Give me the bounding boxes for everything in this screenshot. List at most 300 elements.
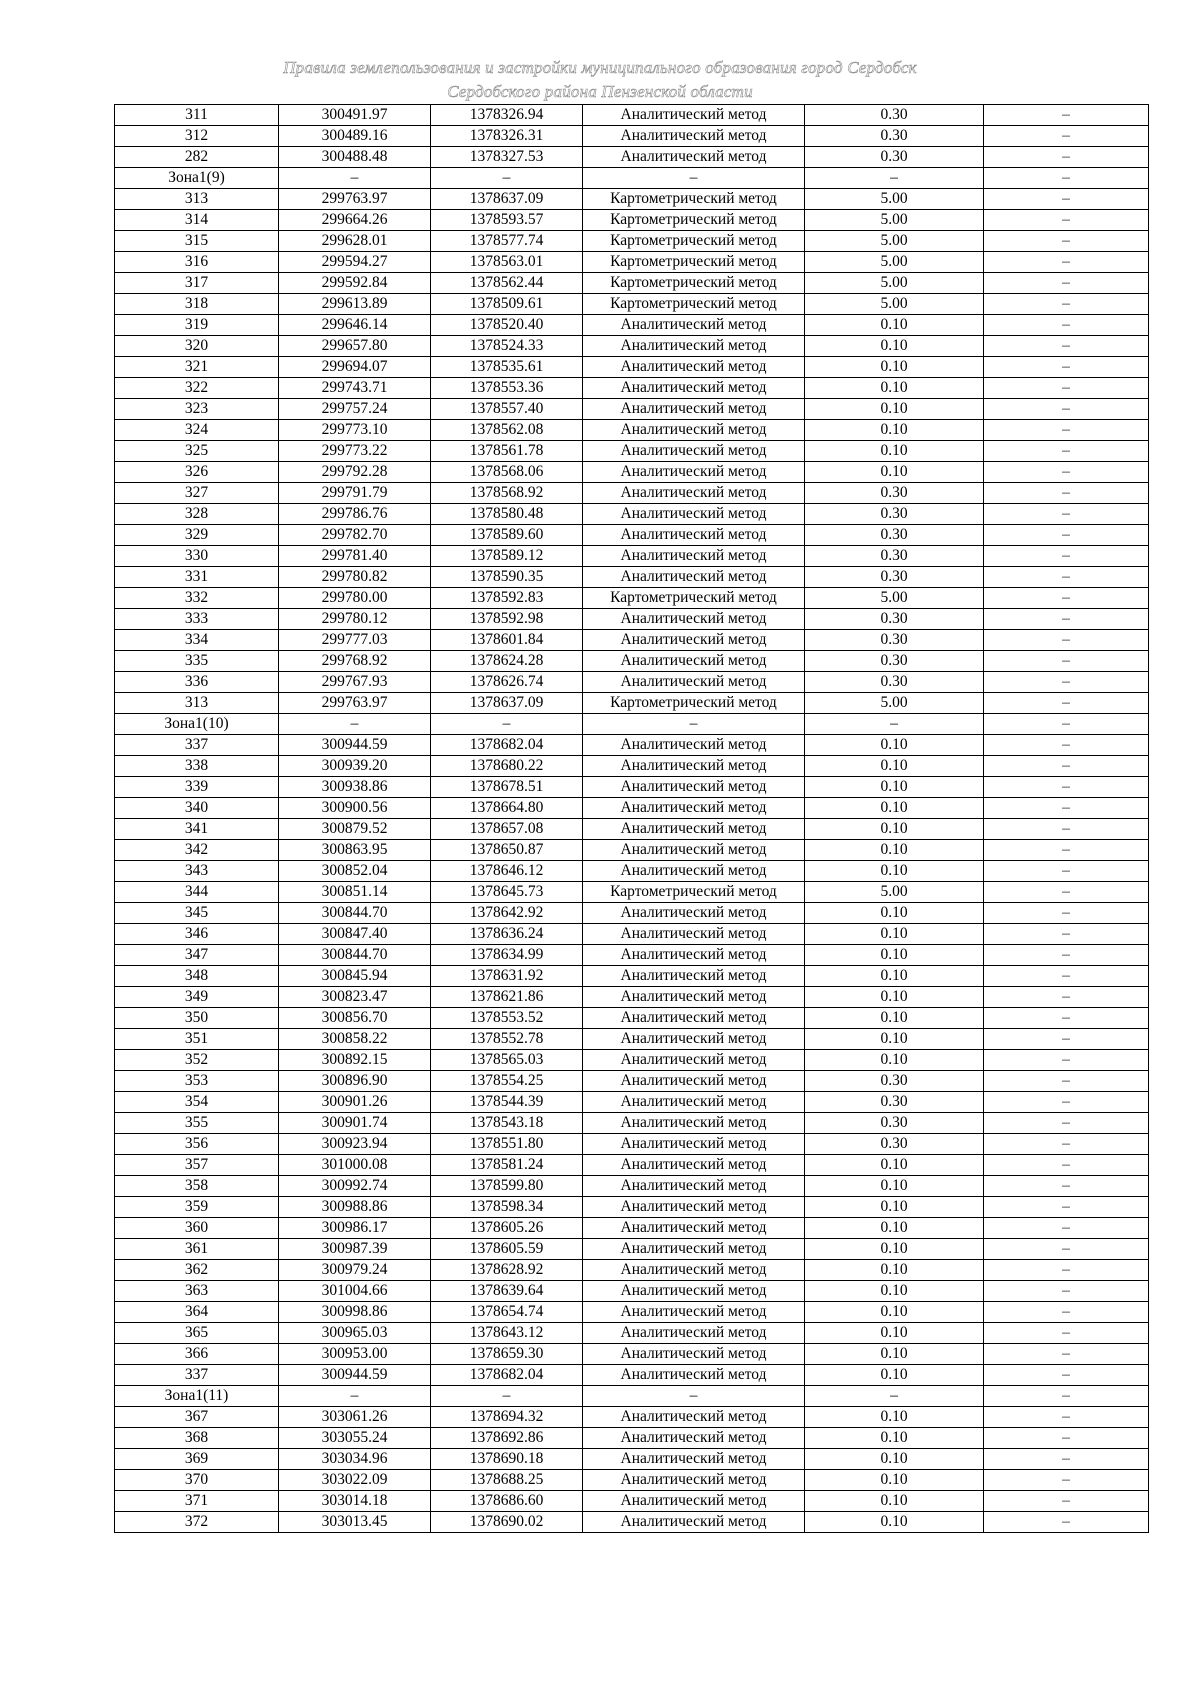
y-coordinate-cell: – <box>431 168 583 189</box>
x-coordinate-cell: 300856.70 <box>279 1008 431 1029</box>
accuracy-cell: 0.10 <box>805 420 984 441</box>
page-header <box>0 56 1200 104</box>
y-coordinate-cell: 1378326.94 <box>431 105 583 126</box>
x-coordinate-cell: 299773.22 <box>279 441 431 462</box>
table-row <box>115 1344 1149 1365</box>
point-number-cell: 356 <box>115 1134 279 1155</box>
accuracy-cell: 0.10 <box>805 756 984 777</box>
method-cell: Аналитический метод <box>583 903 805 924</box>
table-row <box>115 1113 1149 1134</box>
table-row <box>115 1470 1149 1491</box>
x-coordinate-cell: 300901.74 <box>279 1113 431 1134</box>
point-number-cell: 347 <box>115 945 279 966</box>
method-cell: Аналитический метод <box>583 1071 805 1092</box>
table-row <box>115 357 1149 378</box>
method-cell: Аналитический метод <box>583 819 805 840</box>
accuracy-cell: 0.10 <box>805 315 984 336</box>
description-cell: – <box>984 273 1149 294</box>
x-coordinate-cell: 300944.59 <box>279 1365 431 1386</box>
point-number-cell: 371 <box>115 1491 279 1512</box>
method-cell: Аналитический метод <box>583 1239 805 1260</box>
accuracy-cell: 0.10 <box>805 1470 984 1491</box>
x-coordinate-cell: 299780.12 <box>279 609 431 630</box>
point-number-cell: 313 <box>115 189 279 210</box>
page-header-line-2: Сердобского района Пензенской области <box>447 82 753 101</box>
accuracy-cell: 0.30 <box>805 546 984 567</box>
y-coordinate-cell: 1378688.25 <box>431 1470 583 1491</box>
y-coordinate-cell: 1378524.33 <box>431 336 583 357</box>
accuracy-cell: 5.00 <box>805 882 984 903</box>
x-coordinate-cell: 303061.26 <box>279 1407 431 1428</box>
x-coordinate-cell: 299694.07 <box>279 357 431 378</box>
accuracy-cell: 5.00 <box>805 273 984 294</box>
description-cell: – <box>984 462 1149 483</box>
method-cell: Аналитический метод <box>583 966 805 987</box>
table-row <box>115 1260 1149 1281</box>
x-coordinate-cell: 301000.08 <box>279 1155 431 1176</box>
y-coordinate-cell: 1378552.78 <box>431 1029 583 1050</box>
table-row <box>115 1491 1149 1512</box>
y-coordinate-cell: 1378628.92 <box>431 1260 583 1281</box>
y-coordinate-cell: 1378561.78 <box>431 441 583 462</box>
table-row <box>115 1092 1149 1113</box>
accuracy-cell: 0.10 <box>805 1029 984 1050</box>
description-cell: – <box>984 504 1149 525</box>
description-cell: – <box>984 441 1149 462</box>
description-cell: – <box>984 903 1149 924</box>
method-cell: Аналитический метод <box>583 1470 805 1491</box>
x-coordinate-cell: 300987.39 <box>279 1239 431 1260</box>
y-coordinate-cell: 1378626.74 <box>431 672 583 693</box>
description-cell: – <box>984 1344 1149 1365</box>
x-coordinate-cell: 300953.00 <box>279 1344 431 1365</box>
description-cell: – <box>984 210 1149 231</box>
accuracy-cell: 0.10 <box>805 1449 984 1470</box>
method-cell: Аналитический метод <box>583 1428 805 1449</box>
y-coordinate-cell: 1378326.31 <box>431 126 583 147</box>
description-cell: – <box>984 882 1149 903</box>
method-cell: Картометрический метод <box>583 294 805 315</box>
x-coordinate-cell: 300944.59 <box>279 735 431 756</box>
description-cell: – <box>984 1302 1149 1323</box>
x-coordinate-cell: 300988.86 <box>279 1197 431 1218</box>
description-cell: – <box>984 735 1149 756</box>
method-cell: Картометрический метод <box>583 588 805 609</box>
table-row <box>115 273 1149 294</box>
method-cell: Аналитический метод <box>583 525 805 546</box>
point-number-cell: 349 <box>115 987 279 1008</box>
description-cell: – <box>984 147 1149 168</box>
y-coordinate-cell: 1378568.06 <box>431 462 583 483</box>
y-coordinate-cell: 1378637.09 <box>431 189 583 210</box>
table-row <box>115 735 1149 756</box>
method-cell: Аналитический метод <box>583 1260 805 1281</box>
table-row <box>115 672 1149 693</box>
description-cell: – <box>984 1281 1149 1302</box>
point-number-cell: 343 <box>115 861 279 882</box>
x-coordinate-cell: 299781.40 <box>279 546 431 567</box>
method-cell: Аналитический метод <box>583 1008 805 1029</box>
table-row <box>115 441 1149 462</box>
accuracy-cell: 0.10 <box>805 840 984 861</box>
accuracy-cell: 0.10 <box>805 1428 984 1449</box>
point-number-cell: 357 <box>115 1155 279 1176</box>
point-number-cell: 367 <box>115 1407 279 1428</box>
y-coordinate-cell: 1378535.61 <box>431 357 583 378</box>
y-coordinate-cell: 1378568.92 <box>431 483 583 504</box>
accuracy-cell: 0.30 <box>805 1092 984 1113</box>
method-cell: Аналитический метод <box>583 105 805 126</box>
y-coordinate-cell: 1378642.92 <box>431 903 583 924</box>
y-coordinate-cell: 1378631.92 <box>431 966 583 987</box>
y-coordinate-cell: 1378636.24 <box>431 924 583 945</box>
table-row <box>115 903 1149 924</box>
y-coordinate-cell: 1378605.26 <box>431 1218 583 1239</box>
point-number-cell: 363 <box>115 1281 279 1302</box>
y-coordinate-cell: 1378543.18 <box>431 1113 583 1134</box>
table-row <box>115 315 1149 336</box>
point-number-cell: 344 <box>115 882 279 903</box>
description-cell: – <box>984 819 1149 840</box>
point-number-cell: 364 <box>115 1302 279 1323</box>
method-cell: Аналитический метод <box>583 1512 805 1533</box>
accuracy-cell: 0.10 <box>805 1344 984 1365</box>
accuracy-cell: 0.10 <box>805 1008 984 1029</box>
table-row <box>115 609 1149 630</box>
method-cell: Аналитический метод <box>583 630 805 651</box>
accuracy-cell: 0.10 <box>805 441 984 462</box>
page-header-line-1: Правила землепользования и застройки муниципального образования город Сердобск <box>283 58 917 77</box>
method-cell: Аналитический метод <box>583 336 805 357</box>
point-number-cell: 336 <box>115 672 279 693</box>
description-cell: – <box>984 1323 1149 1344</box>
accuracy-cell: 0.10 <box>805 777 984 798</box>
accuracy-cell: 0.10 <box>805 462 984 483</box>
point-number-cell: 325 <box>115 441 279 462</box>
method-cell: Аналитический метод <box>583 1407 805 1428</box>
table-row <box>115 630 1149 651</box>
y-coordinate-cell: 1378690.02 <box>431 1512 583 1533</box>
method-cell: Аналитический метод <box>583 1302 805 1323</box>
description-cell: – <box>984 1512 1149 1533</box>
accuracy-cell: 0.10 <box>805 1050 984 1071</box>
x-coordinate-cell: 303055.24 <box>279 1428 431 1449</box>
table-row <box>115 1239 1149 1260</box>
point-number-cell: 366 <box>115 1344 279 1365</box>
table-row <box>115 714 1149 735</box>
x-coordinate-cell: 300896.90 <box>279 1071 431 1092</box>
method-cell: Аналитический метод <box>583 735 805 756</box>
accuracy-cell: 0.30 <box>805 147 984 168</box>
description-cell: – <box>984 1197 1149 1218</box>
accuracy-cell: 0.10 <box>805 336 984 357</box>
method-cell: Аналитический метод <box>583 1218 805 1239</box>
accuracy-cell: 5.00 <box>805 294 984 315</box>
x-coordinate-cell: 300879.52 <box>279 819 431 840</box>
y-coordinate-cell: 1378562.08 <box>431 420 583 441</box>
description-cell: – <box>984 966 1149 987</box>
accuracy-cell: 0.30 <box>805 1134 984 1155</box>
table-row <box>115 1071 1149 1092</box>
method-cell: Аналитический метод <box>583 357 805 378</box>
point-number-cell: 333 <box>115 609 279 630</box>
x-coordinate-cell: 300923.94 <box>279 1134 431 1155</box>
point-number-cell: 360 <box>115 1218 279 1239</box>
method-cell: Аналитический метод <box>583 1449 805 1470</box>
description-cell: – <box>984 861 1149 882</box>
y-coordinate-cell: 1378646.12 <box>431 861 583 882</box>
point-number-cell: 319 <box>115 315 279 336</box>
accuracy-cell: 0.10 <box>805 1281 984 1302</box>
accuracy-cell: 0.10 <box>805 819 984 840</box>
point-number-cell: 345 <box>115 903 279 924</box>
method-cell: Аналитический метод <box>583 567 805 588</box>
y-coordinate-cell: 1378601.84 <box>431 630 583 651</box>
description-cell: – <box>984 483 1149 504</box>
accuracy-cell: 0.10 <box>805 1323 984 1344</box>
description-cell: – <box>984 1365 1149 1386</box>
accuracy-cell: – <box>805 168 984 189</box>
point-number-cell: 368 <box>115 1428 279 1449</box>
method-cell: Аналитический метод <box>583 777 805 798</box>
point-number-cell: 355 <box>115 1113 279 1134</box>
method-cell: Аналитический метод <box>583 798 805 819</box>
accuracy-cell: 0.10 <box>805 861 984 882</box>
point-number-cell: Зона1(9) <box>115 168 279 189</box>
x-coordinate-cell: 301004.66 <box>279 1281 431 1302</box>
method-cell: Картометрический метод <box>583 882 805 903</box>
accuracy-cell: 5.00 <box>805 231 984 252</box>
accuracy-cell: 0.30 <box>805 525 984 546</box>
y-coordinate-cell: 1378589.60 <box>431 525 583 546</box>
point-number-cell: 331 <box>115 567 279 588</box>
table-row <box>115 525 1149 546</box>
method-cell: Аналитический метод <box>583 1197 805 1218</box>
x-coordinate-cell: 299782.70 <box>279 525 431 546</box>
point-number-cell: 351 <box>115 1029 279 1050</box>
table-row <box>115 105 1149 126</box>
point-number-cell: 328 <box>115 504 279 525</box>
table-row <box>115 336 1149 357</box>
table-row <box>115 1386 1149 1407</box>
table-row <box>115 483 1149 504</box>
x-coordinate-cell: 300939.20 <box>279 756 431 777</box>
point-number-cell: 329 <box>115 525 279 546</box>
accuracy-cell: 0.10 <box>805 1260 984 1281</box>
x-coordinate-cell: 299592.84 <box>279 273 431 294</box>
table-row <box>115 588 1149 609</box>
coordinates-table <box>114 104 1149 1533</box>
point-number-cell: 316 <box>115 252 279 273</box>
method-cell: Аналитический метод <box>583 483 805 504</box>
method-cell: Аналитический метод <box>583 546 805 567</box>
accuracy-cell: – <box>805 714 984 735</box>
x-coordinate-cell: 300998.86 <box>279 1302 431 1323</box>
x-coordinate-cell: 300965.03 <box>279 1323 431 1344</box>
method-cell: Аналитический метод <box>583 861 805 882</box>
table-row <box>115 1197 1149 1218</box>
point-number-cell: 337 <box>115 735 279 756</box>
y-coordinate-cell: 1378589.12 <box>431 546 583 567</box>
table-row <box>115 1365 1149 1386</box>
y-coordinate-cell: 1378590.35 <box>431 567 583 588</box>
point-number-cell: 365 <box>115 1323 279 1344</box>
table-row <box>115 1134 1149 1155</box>
description-cell: – <box>984 189 1149 210</box>
x-coordinate-cell: 299757.24 <box>279 399 431 420</box>
y-coordinate-cell: 1378562.44 <box>431 273 583 294</box>
point-number-cell: 282 <box>115 147 279 168</box>
table-row <box>115 945 1149 966</box>
y-coordinate-cell: 1378634.99 <box>431 945 583 966</box>
table-row <box>115 1407 1149 1428</box>
point-number-cell: 326 <box>115 462 279 483</box>
x-coordinate-cell: 300488.48 <box>279 147 431 168</box>
description-cell: – <box>984 840 1149 861</box>
description-cell: – <box>984 294 1149 315</box>
method-cell: Аналитический метод <box>583 945 805 966</box>
point-number-cell: 348 <box>115 966 279 987</box>
y-coordinate-cell: 1378694.32 <box>431 1407 583 1428</box>
description-cell: – <box>984 609 1149 630</box>
description-cell: – <box>984 1155 1149 1176</box>
table-row <box>115 1449 1149 1470</box>
x-coordinate-cell: 300844.70 <box>279 945 431 966</box>
accuracy-cell: 0.10 <box>805 1155 984 1176</box>
table-row <box>115 1512 1149 1533</box>
accuracy-cell: 0.30 <box>805 483 984 504</box>
table-row <box>115 1176 1149 1197</box>
method-cell: Аналитический метод <box>583 1113 805 1134</box>
accuracy-cell: 0.10 <box>805 987 984 1008</box>
description-cell: – <box>984 672 1149 693</box>
x-coordinate-cell: 303014.18 <box>279 1491 431 1512</box>
point-number-cell: 354 <box>115 1092 279 1113</box>
x-coordinate-cell: 300489.16 <box>279 126 431 147</box>
accuracy-cell: 0.30 <box>805 1113 984 1134</box>
x-coordinate-cell: 299763.97 <box>279 189 431 210</box>
accuracy-cell: 5.00 <box>805 588 984 609</box>
method-cell: Аналитический метод <box>583 1176 805 1197</box>
x-coordinate-cell: 299777.03 <box>279 630 431 651</box>
table-row <box>115 966 1149 987</box>
table-row <box>115 1323 1149 1344</box>
y-coordinate-cell: 1378557.40 <box>431 399 583 420</box>
point-number-cell: 322 <box>115 378 279 399</box>
table-row <box>115 1050 1149 1071</box>
method-cell: Аналитический метод <box>583 1365 805 1386</box>
description-cell: – <box>984 1449 1149 1470</box>
point-number-cell: 361 <box>115 1239 279 1260</box>
table-row <box>115 798 1149 819</box>
point-number-cell: 339 <box>115 777 279 798</box>
description-cell: – <box>984 1386 1149 1407</box>
method-cell: Аналитический метод <box>583 378 805 399</box>
point-number-cell: 324 <box>115 420 279 441</box>
table-row <box>115 399 1149 420</box>
x-coordinate-cell: 303013.45 <box>279 1512 431 1533</box>
method-cell: Аналитический метод <box>583 1029 805 1050</box>
y-coordinate-cell: 1378581.24 <box>431 1155 583 1176</box>
accuracy-cell: 0.10 <box>805 378 984 399</box>
table-row <box>115 147 1149 168</box>
accuracy-cell: 5.00 <box>805 252 984 273</box>
table-row <box>115 924 1149 945</box>
method-cell: Аналитический метод <box>583 1491 805 1512</box>
point-number-cell: 313 <box>115 693 279 714</box>
description-cell: – <box>984 126 1149 147</box>
accuracy-cell: – <box>805 1386 984 1407</box>
x-coordinate-cell: 299743.71 <box>279 378 431 399</box>
y-coordinate-cell: 1378580.48 <box>431 504 583 525</box>
x-coordinate-cell: 299646.14 <box>279 315 431 336</box>
x-coordinate-cell: 299767.93 <box>279 672 431 693</box>
table-row <box>115 1302 1149 1323</box>
accuracy-cell: 0.10 <box>805 399 984 420</box>
description-cell: – <box>984 1491 1149 1512</box>
accuracy-cell: 0.10 <box>805 1239 984 1260</box>
description-cell: – <box>984 1428 1149 1449</box>
y-coordinate-cell: 1378565.03 <box>431 1050 583 1071</box>
x-coordinate-cell: 300858.22 <box>279 1029 431 1050</box>
point-number-cell: 370 <box>115 1470 279 1491</box>
table-row <box>115 168 1149 189</box>
x-coordinate-cell: 299613.89 <box>279 294 431 315</box>
table-row <box>115 1008 1149 1029</box>
x-coordinate-cell: 299763.97 <box>279 693 431 714</box>
y-coordinate-cell: 1378664.80 <box>431 798 583 819</box>
method-cell: Картометрический метод <box>583 273 805 294</box>
description-cell: – <box>984 924 1149 945</box>
y-coordinate-cell: 1378577.74 <box>431 231 583 252</box>
y-coordinate-cell: 1378599.80 <box>431 1176 583 1197</box>
x-coordinate-cell: 299792.28 <box>279 462 431 483</box>
accuracy-cell: 0.10 <box>805 1176 984 1197</box>
description-cell: – <box>984 1134 1149 1155</box>
description-cell: – <box>984 651 1149 672</box>
method-cell: Аналитический метод <box>583 1281 805 1302</box>
point-number-cell: 317 <box>115 273 279 294</box>
method-cell: Аналитический метод <box>583 420 805 441</box>
method-cell: Аналитический метод <box>583 1092 805 1113</box>
x-coordinate-cell: 303022.09 <box>279 1470 431 1491</box>
table-row <box>115 1029 1149 1050</box>
method-cell: Аналитический метод <box>583 315 805 336</box>
y-coordinate-cell: 1378544.39 <box>431 1092 583 1113</box>
y-coordinate-cell: 1378657.08 <box>431 819 583 840</box>
description-cell: – <box>984 252 1149 273</box>
description-cell: – <box>984 1029 1149 1050</box>
accuracy-cell: 0.30 <box>805 567 984 588</box>
method-cell: – <box>583 1386 805 1407</box>
y-coordinate-cell: 1378624.28 <box>431 651 583 672</box>
table-row <box>115 1218 1149 1239</box>
accuracy-cell: 0.30 <box>805 504 984 525</box>
method-cell: Аналитический метод <box>583 504 805 525</box>
y-coordinate-cell: 1378637.09 <box>431 693 583 714</box>
x-coordinate-cell: 299657.80 <box>279 336 431 357</box>
x-coordinate-cell: – <box>279 1386 431 1407</box>
table-row <box>115 462 1149 483</box>
description-cell: – <box>984 1113 1149 1134</box>
y-coordinate-cell: 1378605.59 <box>431 1239 583 1260</box>
point-number-cell: 358 <box>115 1176 279 1197</box>
y-coordinate-cell: 1378563.01 <box>431 252 583 273</box>
table-row <box>115 693 1149 714</box>
y-coordinate-cell: 1378592.83 <box>431 588 583 609</box>
y-coordinate-cell: 1378643.12 <box>431 1323 583 1344</box>
point-number-cell: 338 <box>115 756 279 777</box>
